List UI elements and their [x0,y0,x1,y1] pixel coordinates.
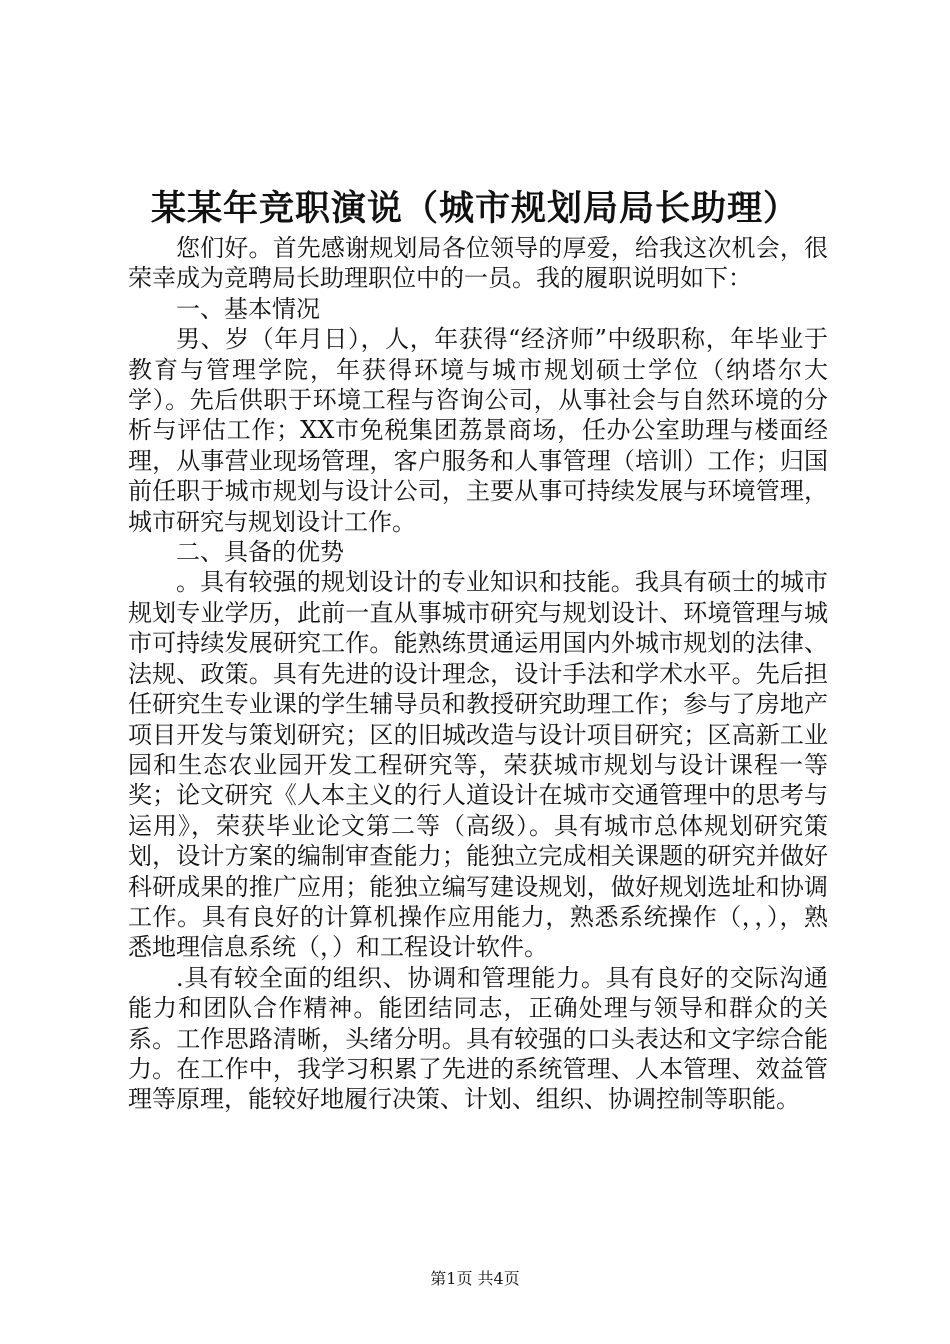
section-heading-basic-info: 一、基本情况 [176,294,320,323]
paragraph-basic-info: 男、岁（年月日），人，年获得“经济师”中级职称，年毕业于教育与管理学院，年获得环境与城市规划硕士学位（纳塔尔大学）。先后供职于环境工程与咨询公司，从事社会与自然环境的分析与评估工作；XX市免税集团荔景商场，任办公室助理与楼面经理，从事营业现场管理，客户服务和人事管理（培训）工作；归国前任职于城市规划与设计公司，主要从事可持续发展与环境管理，城市研究与规划设计工作。 [128,325,828,536]
document-body [128,233,828,1115]
page-footer: 第1页 共4页 [430,1269,520,1288]
paragraph-professional-skills: 。具有较强的规划设计的专业知识和技能。我具有硕士的城市规划专业学历，此前一直从事城市研究与规划设计、环境管理与城市可持续发展研究工作。能熟练贯通运用国内外城市规划的法律、法规、政策。具有先进的设计理念，设计手法和学术水平。先后担任研究生专业课的学生辅导员和教授研究助理工作；参与了房地产项目开发与策划研究；区的旧城改造与设计项目研究；区高新工业园和生态农业园开发工程研究等，荣获城市规划与设计课程一等奖；论文研究《人本主义的行人道设计在城市交通管理中的思考与运用》，荣获毕业论文第二等（高级）。具有城市总体规划研究策划，设计方案的编制审查能力；能独立完成相关课题的研究并做好科研成果的推广应用；能独立编写建设规划，做好规划选址和协调工作。具有良好的计算机操作应用能力，熟悉系统操作（，，），熟悉地理信息系统（，）和工程设计软件。 [128,568,828,962]
paragraph-management-skills: .具有较全面的组织、协调和管理能力。具有良好的交际沟通能力和团队合作精神。能团结同志，正确处理与领导和群众的关系。工作思路清晰，头绪分明。具有较强的口头表达和文字综合能力。在工作中，我学习积累了先进的系统管理、人本管理、效益管理等原理，能较好地履行决策、计划、组织、协调控制等职能。 [128,963,828,1114]
section-heading-advantages: 二、具备的优势 [176,538,344,567]
document-title: 某某年竞职演说（城市规划局局长助理） [150,188,799,229]
paragraph-greeting: 您们好。首先感谢规划局各位领导的厚爱，给我这次机会，很荣幸成为竞聘局长助理职位中的一员。我的履职说明如下： [128,234,828,293]
